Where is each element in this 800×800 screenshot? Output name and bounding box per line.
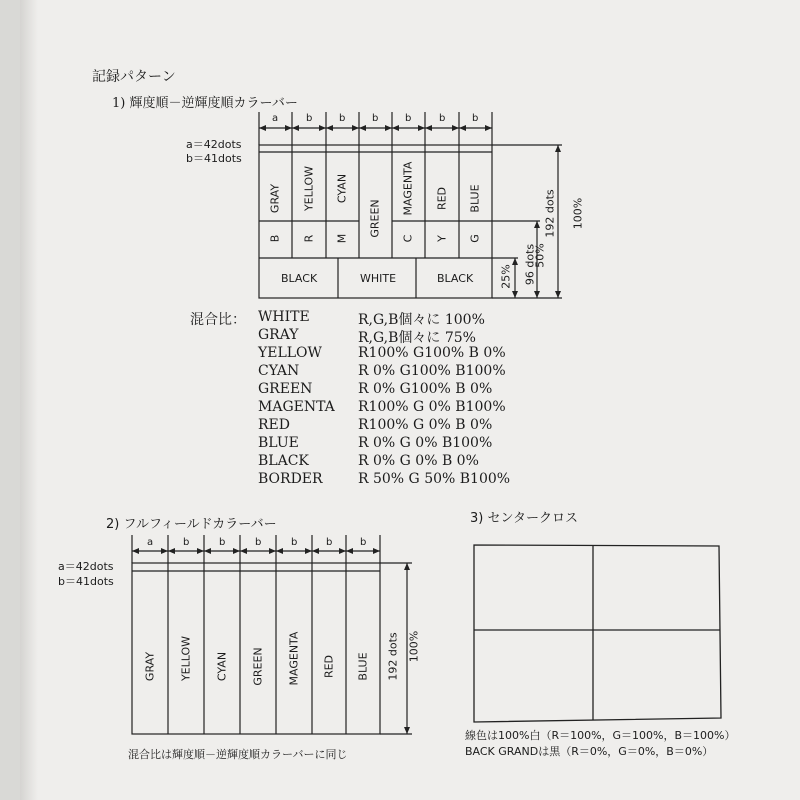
dim-192-dots: 192 dots bbox=[386, 632, 400, 681]
reverse-label-m: M bbox=[335, 233, 349, 244]
mix-name: RED bbox=[258, 417, 290, 433]
mix-name: BLACK bbox=[258, 453, 309, 469]
dim-b: b bbox=[306, 113, 313, 124]
dim-b: b bbox=[405, 113, 412, 124]
mix-label: 混合比： bbox=[190, 312, 246, 328]
section3-heading: 3) センタークロス bbox=[470, 511, 578, 526]
reverse-label-g: G bbox=[468, 234, 482, 243]
bar-label-yellow: YELLOW bbox=[302, 165, 316, 212]
dim-96-dots: 96 dots bbox=[523, 243, 537, 286]
dim-b: b bbox=[219, 537, 226, 548]
section2-note: 混合比は輝度順－逆輝度順カラーバーに同じ bbox=[128, 748, 348, 761]
dim-a: a bbox=[147, 537, 154, 548]
mix-name: GRAY bbox=[258, 327, 299, 343]
section2-heading: 2) フルフィールドカラーバー bbox=[106, 517, 277, 532]
reverse-label-b: B bbox=[268, 234, 282, 243]
mix-value: R100% G100% B 0% bbox=[358, 345, 506, 361]
mix-name: CYAN bbox=[258, 363, 300, 379]
dim-25-percent: 25% bbox=[499, 264, 513, 289]
section1-heading: 1) 輝度順－逆輝度順カラーバー bbox=[112, 96, 298, 111]
dim-b: b bbox=[339, 113, 346, 124]
dim-50-percent: 50% bbox=[533, 243, 547, 268]
dim-b: b bbox=[291, 537, 298, 548]
dim-100-percent: 100% bbox=[571, 197, 585, 230]
bar-label-cyan: CYAN bbox=[335, 173, 349, 204]
a-dots-label: a＝42dots bbox=[186, 138, 242, 151]
b-dots-label: b＝41dots bbox=[58, 575, 114, 588]
dim-b: b bbox=[372, 113, 379, 124]
dim-b: b bbox=[439, 113, 446, 124]
mix-value: R 0% G 0% B 0% bbox=[358, 453, 479, 469]
page-title: 記録パターン bbox=[92, 69, 176, 85]
reverse-label-y: Y bbox=[435, 235, 449, 242]
mix-value: R100% G 0% B 0% bbox=[358, 417, 493, 433]
mix-name: BLUE bbox=[258, 435, 299, 451]
bar-label-gray: GRAY bbox=[268, 183, 282, 214]
bar-label-magenta: MAGENTA bbox=[401, 161, 415, 216]
bar-label-red: RED bbox=[322, 654, 336, 679]
bar-label-gray: GRAY bbox=[143, 651, 157, 682]
bar-label-magenta: MAGENTA bbox=[287, 631, 301, 686]
dim-b: b bbox=[472, 113, 479, 124]
dim-a: a bbox=[272, 113, 279, 124]
dim-b: b bbox=[360, 537, 367, 548]
mix-value: R 50% G 50% B100% bbox=[358, 471, 511, 487]
bottom-label-black-left: BLACK bbox=[281, 272, 318, 285]
bottom-label-white: WHITE bbox=[360, 272, 397, 285]
mix-value: R100% G 0% B100% bbox=[358, 399, 506, 415]
mix-value: R 0% G100% B 0% bbox=[358, 381, 493, 397]
bar-label-red: RED bbox=[435, 186, 449, 211]
reverse-label-c: C bbox=[401, 234, 415, 243]
bottom-label-black-right: BLACK bbox=[437, 272, 474, 285]
mix-value: R,G,B個々に 75% bbox=[358, 330, 476, 346]
bar-label-blue: BLUE bbox=[468, 184, 482, 213]
dim-b: b bbox=[255, 537, 262, 548]
mix-name: YELLOW bbox=[258, 345, 322, 361]
dim-100-percent: 100% bbox=[407, 630, 421, 663]
mix-name: GREEN bbox=[258, 381, 313, 397]
mix-name: WHITE bbox=[258, 309, 310, 325]
mix-value: R,G,B個々に 100% bbox=[358, 312, 485, 328]
mix-value: R 0% G100% B100% bbox=[358, 363, 506, 379]
a-dots-label: a＝42dots bbox=[58, 560, 114, 573]
reverse-label-r: R bbox=[302, 234, 316, 243]
mix-name: MAGENTA bbox=[258, 399, 335, 415]
bar-label-green: GREEN bbox=[368, 199, 382, 238]
mix-name: BORDER bbox=[258, 471, 323, 487]
mix-value: R 0% G 0% B100% bbox=[358, 435, 493, 451]
section3-note-line-color: 線色は100%白（R＝100%，G＝100%，B＝100%） bbox=[465, 729, 736, 742]
bar-label-cyan: CYAN bbox=[215, 651, 229, 682]
bar-label-blue: BLUE bbox=[356, 652, 370, 681]
dim-b: b bbox=[326, 537, 333, 548]
dim-b: b bbox=[183, 537, 190, 548]
b-dots-label: b＝41dots bbox=[186, 152, 242, 165]
section3-note-background: BACK GRANDは黒（R＝0%，G＝0%，B＝0%） bbox=[465, 745, 714, 758]
dim-192-dots: 192 dots bbox=[543, 189, 557, 238]
bar-label-green: GREEN bbox=[251, 647, 265, 686]
bar-label-yellow: YELLOW bbox=[179, 635, 193, 682]
